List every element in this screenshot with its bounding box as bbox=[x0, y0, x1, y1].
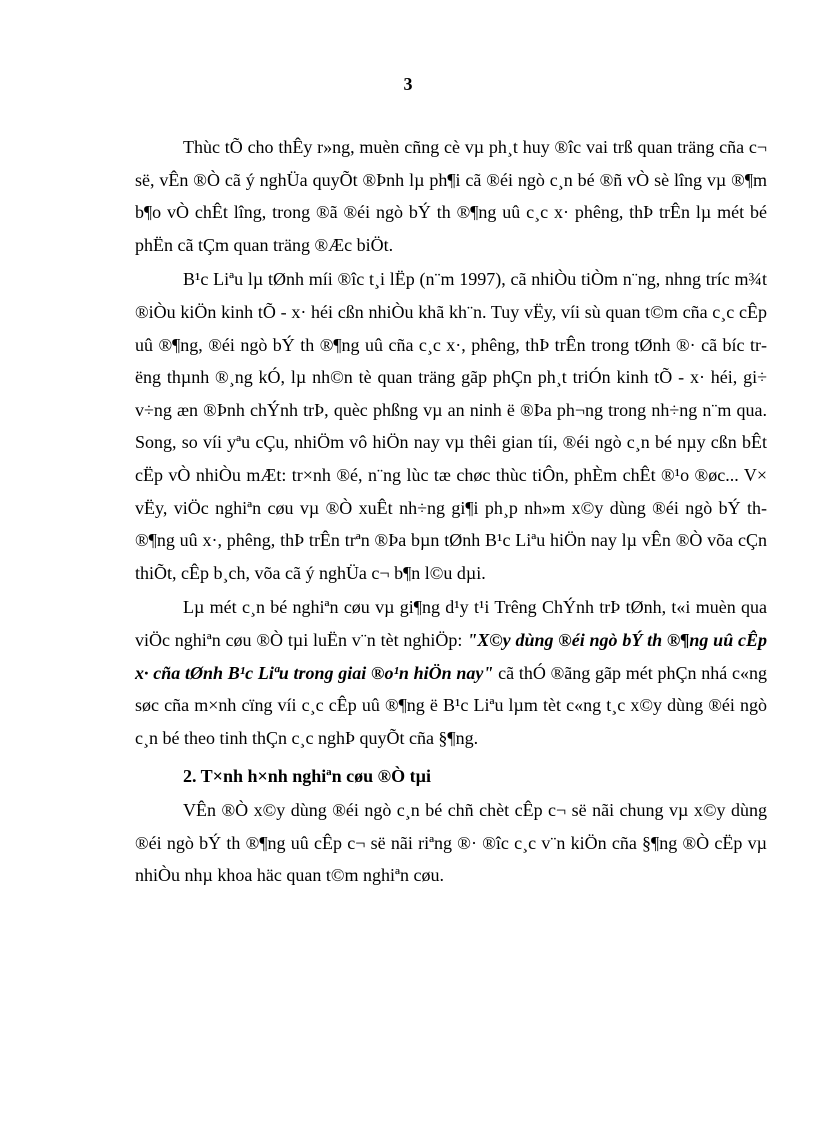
paragraph-2: B¹c Liªu lµ tØnh míi ®îc t¸i lËp (n¨m 1997), cã nhiÒu tiÒm n¨ng, nhng tríc m¾t ®iÒu kiÖn kinh tÕ - x· héi cßn nhiÒu khã kh¨n. Tuy vËy, víi sù quan t©m cña c¸c cÊp uû ®¶ng, ®éi ngò bÝ th ®¶ng uû cña c¸c x·, phêng, thÞ trÊn trong tØnh ®· cã bíc trëng thµnh ®¸ng kÓ, lµ nh©n tè quan träng gãp phÇn ph¸t triÓn kinh tÕ - x· héi, gi÷ v÷ng æn ®Þnh chÝnh trÞ, quèc phßng vµ an ninh ë ®Þa ph¬ng trong nh÷ng n¨m qua. Song, so víi yªu cÇu, nhiÖm vô hiÖn nay vµ thêi gian tíi, ®éi ngò c¸n bé nµy cßn bÊt cËp vÒ nhiÒu mÆt: tr×nh ®é, n¨ng lùc tæ chøc thùc tiÔn, phÈm chÊt ®¹o ®øc... V× vËy, viÖc nghiªn cøu vµ ®Ò xuÊt nh÷ng gi¶i ph¸p nh»m x©y dùng ®éi ngò bÝ th ®¶ng uû x·, phêng, thÞ trÊn trªn ®Þa bµn tØnh B¹c Liªu hiÖn nay lµ vÊn ®Ò võa cÇn thiÕt, cÊp b¸ch, võa cã ý nghÜa c¬ b¶n l©u dµi. bbox=[135, 269, 767, 583]
section-paragraph: VÊn ®Ò x©y dùng ®éi ngò c¸n bé chñ chèt cÊp c¬ së nãi chung vµ x©y dùng ®éi ngò bÝ th ®¶ng uû cÊp c¬ së nãi riªng ®· ®îc c¸c v¨n kiÖn cña §¶ng ®Ò cËp vµ nhiÒu nhµ khoa häc quan t©m nghiªn cøu. bbox=[135, 800, 767, 886]
paragraph-3-intro: Lµ mét c¸n bé nghiªn cøu vµ gi¶ng d¹y t¹i Trêng ChÝnh trÞ tØnh, t«i muèn qua viÖc nghiªn cøu ®Ò tµi luËn v¨n tèt nghiÖp: bbox=[135, 597, 767, 650]
paragraph-1: Thùc tÕ cho thÊy r»ng, muèn cñng cè vµ ph¸t huy ®îc vai trß quan träng cña c¬ së, vÊn ®Ò cã ý nghÜa quyÕt ®Þnh lµ ph¶i cã ®éi ngò c¸n bé ®ñ vÒ sè lîng vµ ®¶m b¶o vÒ chÊt lîng, trong ®ã ®éi ngò bÝ th ®¶ng uû c¸c x· phêng, thÞ trÊn lµ mét bé phËn cã tÇm quan träng ®Æc biÖt. bbox=[135, 137, 767, 255]
section-heading: 2. T×nh h×nh nghiªn cøu ®Ò tµi bbox=[183, 766, 431, 787]
page-number: 3 bbox=[403, 74, 413, 94]
thesis-title: "X©y dùng ®éi ngò bÝ th ®¶ng uû cÊp x· cña tØnh B¹c Liªu trong giai ®o¹n hiÖn nay" bbox=[135, 629, 768, 683]
paragraph-3-rest: cã thÓ ®ãng gãp mét phÇn nhá c«ng søc cña m×nh cïng víi c¸c cÊp uû ®¶ng ë B¹c Liªu lµm tèt c«ng t¸c x©y dùng ®éi ngò c¸n bé theo tinh thÇn c¸c nghÞ quyÕt cña §¶ng. bbox=[135, 662, 767, 748]
document-body bbox=[135, 131, 767, 894]
paragraph-3 bbox=[135, 591, 767, 754]
